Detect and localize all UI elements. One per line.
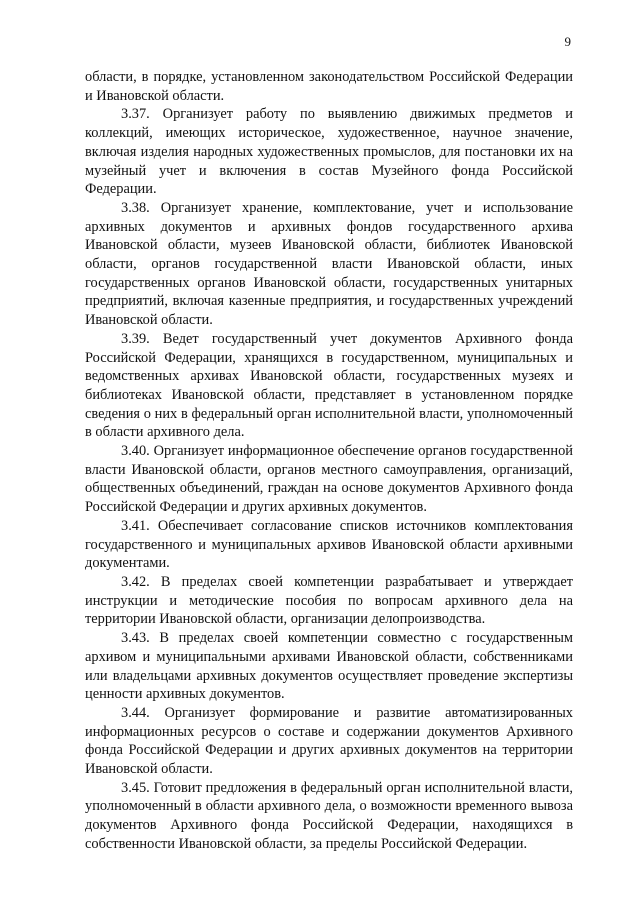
paragraph-3-39: 3.39. Ведет государственный учет документов Архивного фонда Российской Федерации, хранящихся в государственном, муниципальных и ведомственных архивах Ивановской области, государственных музеях и библиотеках Ивановской области, представляет в установленном порядке сведения о них в федеральный орган исполнительной власти, уполномоченный в области архивного дела.: [85, 330, 573, 441]
paragraph-3-41: 3.41. Обеспечивает согласование списков источников комплектования государственного и муниципальных архивов Ивановской области архивными документами.: [85, 517, 573, 572]
paragraph-3-43: 3.43. В пределах своей компетенции совместно с государственным архивом и муниципальными архивами Ивановской области, собственниками или владельцами архивных документов осуществляет проведение экспертизы ценности архивных документов.: [85, 630, 573, 703]
page-number: 9: [564, 34, 571, 49]
document-page: [85, 34, 573, 854]
paragraph-3-45: 3.45. Готовит предложения в федеральный орган исполнительной власти, уполномоченный в области архивного дела, о возможности временного вывоза документов Архивного фонда Российской Федерации, находящихся в собственности Ивановской области, за пределы Российской Федерации.: [85, 779, 573, 852]
paragraph-3-44: 3.44. Организует формирование и развитие автоматизированных информационных ресурсов о составе и содержании документов Архивного фонда Российской Федерации и других архивных документов на территории Ивановской области.: [85, 704, 573, 778]
paragraph-3-38: 3.38. Организует хранение, комплектование, учет и использование архивных документов и архивных фондов государственного архива Ивановской области, музеев Ивановской области, библиотек Ивановской области, органов государственной власти Ивановской области, иных государственных органов Ивановской области, государственных унитарных предприятий, включая казенные предприятия, и государственных учреждений Ивановской области.: [85, 199, 573, 329]
paragraph-continuation: области, в порядке, установленном законодательством Российской Федерации и Ивановской области.: [85, 69, 573, 104]
paragraph-3-42: 3.42. В пределах своей компетенции разрабатывает и утверждает инструкции и методические пособия по вопросам архивного дела на территории Ивановской области, организации делопроизводства.: [85, 573, 573, 628]
paragraph-3-40: 3.40. Организует информационное обеспечение органов государственной власти Ивановской области, органов местного самоуправления, организаций, общественных объединений, граждан на основе документов Архивного фонда Российской Федерации и других архивных документов.: [85, 443, 573, 516]
paragraph-3-37: 3.37. Организует работу по выявлению движимых предметов и коллекций, имеющих историческое, художественное, научное значение, включая изделия народных художественных промыслов, для постановки их на музейный учет и включения в состав Музейного фонда Российской Федерации.: [85, 106, 573, 198]
